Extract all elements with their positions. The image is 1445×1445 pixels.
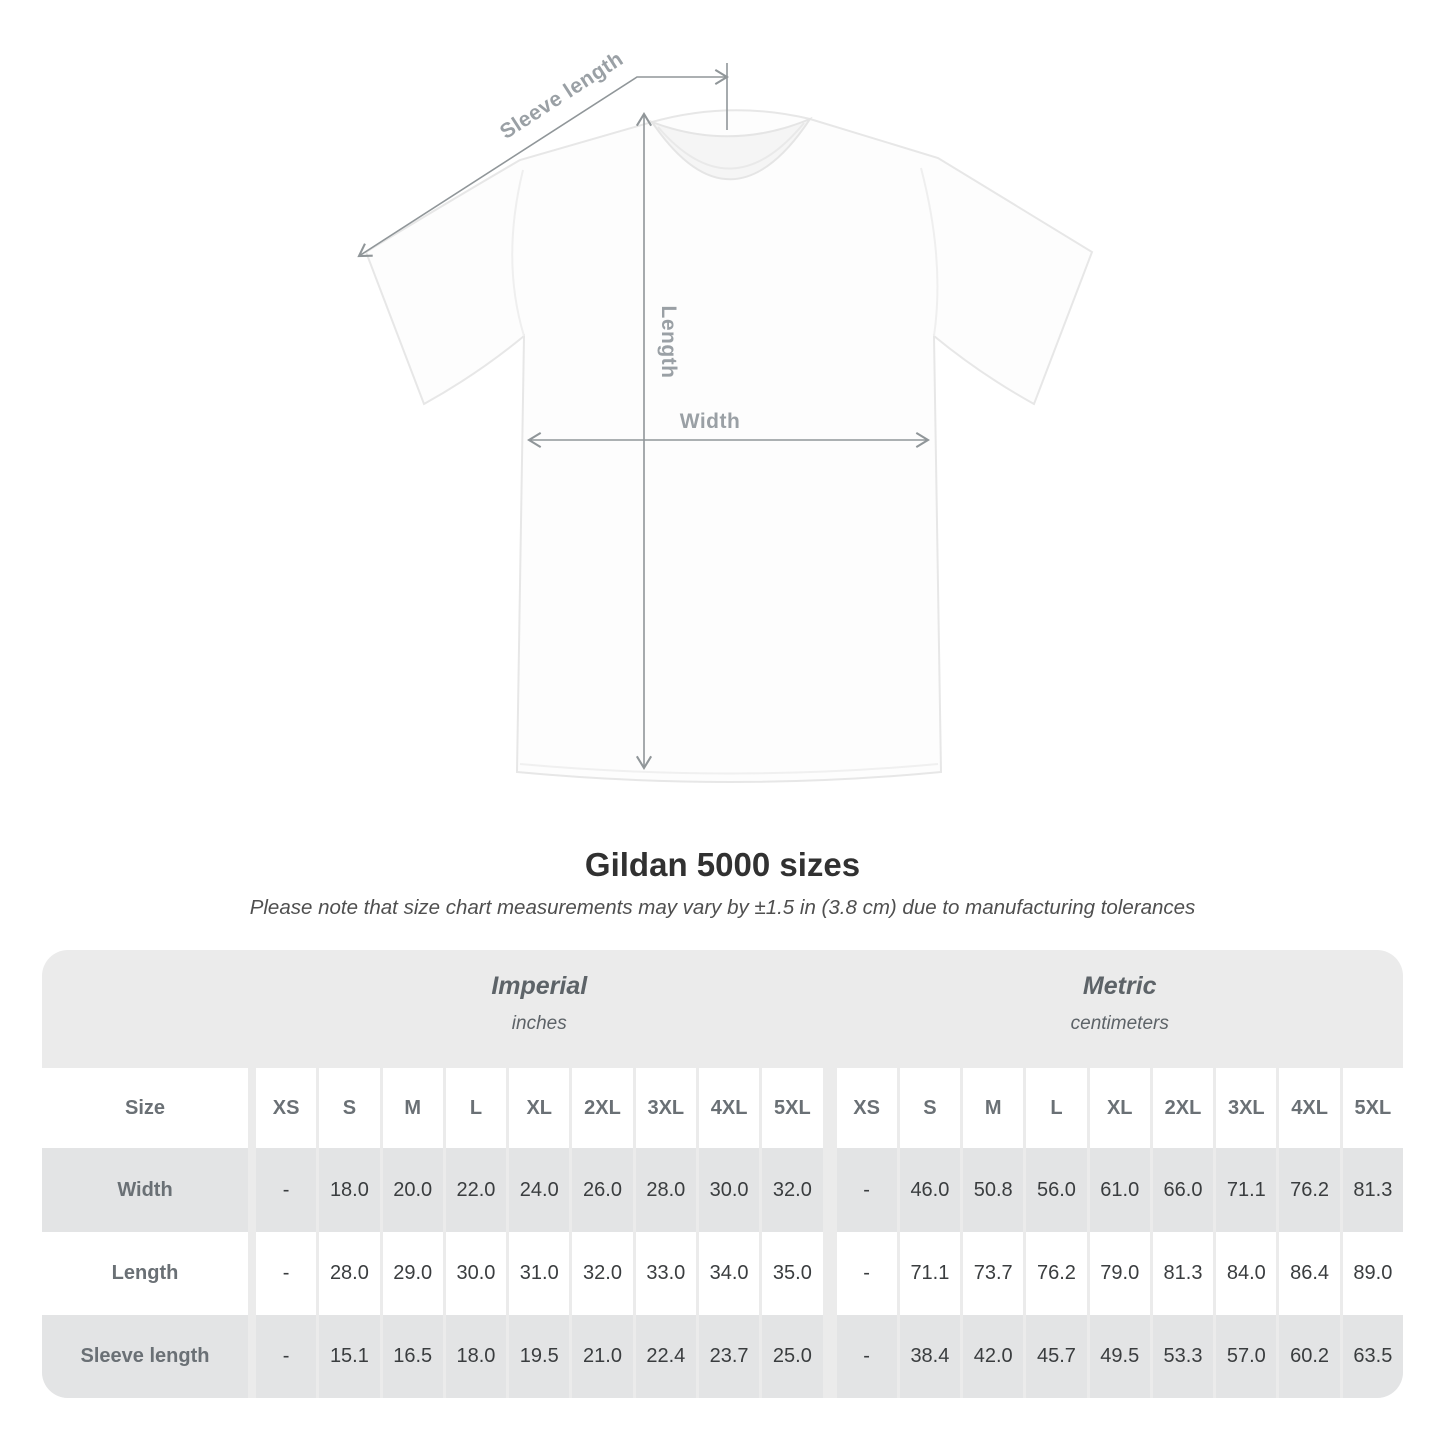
row-label: Length [42,1232,248,1315]
size-table [42,950,1403,1398]
spacer [826,1068,834,1148]
table-cell: - [256,1315,316,1398]
table-cell: 79.0 [1090,1232,1150,1315]
tshirt-shape [366,110,1092,782]
size-col-header: S [900,1068,960,1148]
size-col-header: 2XL [1153,1068,1213,1148]
spacer [826,1148,834,1232]
size-col-header: 4XL [699,1068,759,1148]
table-cell: 66.0 [1153,1148,1213,1232]
table-cell: 57.0 [1216,1315,1276,1398]
row-label: Sleeve length [42,1315,248,1398]
table-cell: 38.4 [900,1315,960,1398]
table-cell: 46.0 [900,1148,960,1232]
table-cell: 73.7 [963,1232,1023,1315]
table-cell: 60.2 [1279,1315,1339,1398]
table-cell: 32.0 [572,1232,632,1315]
table-cell: 31.0 [509,1232,569,1315]
size-col-header: XL [509,1068,569,1148]
table-cell: 28.0 [319,1232,379,1315]
size-col-header: 3XL [636,1068,696,1148]
table-cell: 71.1 [1216,1148,1276,1232]
row-label: Width [42,1148,248,1232]
table-corner-spacer [42,950,253,1068]
table-cell: 23.7 [699,1315,759,1398]
size-col-header: 3XL [1216,1068,1276,1148]
page-title: Gildan 5000 sizes [584,846,861,883]
table-cell: - [837,1232,897,1315]
table-cell: 32.0 [762,1148,822,1232]
table-cell: 84.0 [1216,1232,1276,1315]
table-cell: 30.0 [699,1148,759,1232]
size-col-header: 4XL [1279,1068,1339,1148]
table-cell: 22.4 [636,1315,696,1398]
size-col-header: 5XL [762,1068,822,1148]
metric-header [837,950,1404,1068]
table-cell: 18.0 [319,1148,379,1232]
table-cell: 25.0 [762,1315,822,1398]
spacer [251,1148,253,1232]
table-cell: 28.0 [636,1148,696,1232]
table-cell: 81.3 [1343,1148,1403,1232]
table-cell: 49.5 [1090,1315,1150,1398]
size-col-header: XS [256,1068,316,1148]
table-cell: 15.1 [319,1315,379,1398]
table-cell: 86.4 [1279,1232,1339,1315]
metric-title: Metric [1082,972,1157,1000]
sleeve-length-label: Sleeve length [495,47,628,144]
size-col-header: M [963,1068,1023,1148]
table-cell: 61.0 [1090,1148,1150,1232]
table-cell: 56.0 [1026,1148,1086,1232]
spacer [251,1315,253,1398]
size-col-header: L [446,1068,506,1148]
table-cell: 29.0 [383,1232,443,1315]
table-cell: - [256,1232,316,1315]
metric-unit: centimeters [1070,1013,1169,1034]
size-col-header: M [383,1068,443,1148]
imperial-title: Imperial [491,972,588,1000]
table-cell: 42.0 [963,1315,1023,1398]
table-cell: 24.0 [509,1148,569,1232]
table-cell: 35.0 [762,1232,822,1315]
table-cell: - [256,1148,316,1232]
table-cell: 33.0 [636,1232,696,1315]
length-label: Length [657,305,680,379]
table-cell: - [837,1148,897,1232]
table-cell: 20.0 [383,1148,443,1232]
table-cell: 22.0 [446,1148,506,1232]
tolerance-note: Please note that size chart measurements may vary by ±1.5 in (3.8 cm) due to manufacturing tolerances [249,896,1196,919]
table-cell: - [837,1315,897,1398]
table-cell: 71.1 [900,1232,960,1315]
size-header-cell: Size [42,1068,248,1148]
spacer [251,1232,253,1315]
size-col-header: S [319,1068,379,1148]
table-cell: 18.0 [446,1315,506,1398]
table-cell: 30.0 [446,1232,506,1315]
table-cell: 89.0 [1343,1232,1403,1315]
table-cell: 76.2 [1026,1232,1086,1315]
table-cell: 45.7 [1026,1315,1086,1398]
table-cell: 50.8 [963,1148,1023,1232]
size-col-header: XS [837,1068,897,1148]
table-cell: 81.3 [1153,1232,1213,1315]
size-col-header: L [1026,1068,1086,1148]
imperial-header [256,950,823,1068]
table-cell: 26.0 [572,1148,632,1232]
table-cell: 21.0 [572,1315,632,1398]
spacer [826,1315,834,1398]
spacer [251,1068,253,1148]
table-cell: 53.3 [1153,1315,1213,1398]
size-col-header: XL [1090,1068,1150,1148]
table-cell: 16.5 [383,1315,443,1398]
table-cell: 34.0 [699,1232,759,1315]
size-col-header: 2XL [572,1068,632,1148]
imperial-unit: inches [511,1013,567,1034]
table-cell: 19.5 [509,1315,569,1398]
table-cell: 76.2 [1279,1148,1339,1232]
table-cell: 63.5 [1343,1315,1403,1398]
width-label: Width [679,410,741,433]
size-col-header: 5XL [1343,1068,1403,1148]
spacer [826,1232,834,1315]
